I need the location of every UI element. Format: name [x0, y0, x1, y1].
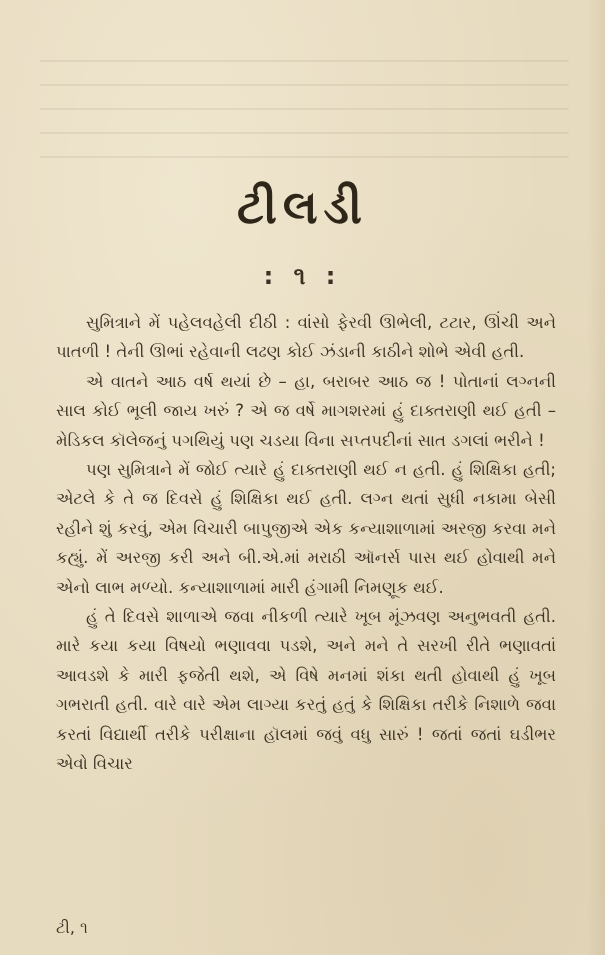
printer-signature-mark: ટી, ૧	[56, 918, 88, 937]
page-edge-shadow	[587, 0, 605, 955]
paragraph: હું તે દિવસે શાળાએ જવા નીકળી ત્યારે ખૂબ મૂંઝવણ અનુભવતી હતી. મારે કયા કયા વિષયો ભણાવવા પડશે, અને મને તે સરખી રીતે ભણાવતાં આવડશે કે મારી ફજેતી થશે, એ વિષે મનમાં શંકા થતી હોવાથી હું ખૂબ ગભરાતી હતી. વારે વારે એમ લાગ્યા કરતું હતું કે શિક્ષિકા તરીકે નિશાળે જવા કરતાં વિદ્યાર્થી તરીકે પરીક્ષાના હૉલમાં જવું વધુ સારું ! જતાં જતાં ઘડીભર એવો વિચાર	[56, 607, 556, 774]
chapter-body	[56, 308, 556, 779]
show-through-text	[40, 60, 569, 200]
paragraph: એ વાતને આઠ વર્ષ થયાં છે – હા, બરાબર આઠ જ ! પોતાનાં લગ્નની સાલ કોઈ ભૂલી જાય ખરું ? એ જ વર્ષે માગશરમાં હું દાક્તરાણી થઈ હતી – મેડિકલ કૉલેજનું પગથિયું પણ ચડયા વિના સપ્તપદીનાં સાત ડગલાં ભરીને !	[56, 371, 556, 450]
paragraph: પણ સુમિત્રાને મેં જોઈ ત્યારે હું દાક્તરાણી થઈ ન હતી. હું શિક્ષિકા હતી; એટલે કે તે જ દિવસે હું શિક્ષિકા થઈ હતી. લગ્ન થતાં સુધી નકામા બેસી રહીને શું કરવું, એમ વિચારી બાપુજીએ એક કન્યાશાળામાં અરજી કરવા મને કહ્યું. મેં અરજી કરી અને બી.એ.માં મરાઠી ઑનર્સ પાસ થઈ હોવાથી મને એનો લાભ મળ્યો. કન્યાશાળામાં મારી હંગામી નિમણૂક થઈ.	[56, 460, 556, 597]
paragraph: સુમિત્રાને મેં પહેલવહેલી દીઠી : વાંસો ફેરવી ઊભેલી, ટટાર, ઊંચી અને પાતળી ! તેની ઊભાં રહેવાની લઢણ કોઈ ઝંડાની કાઠીને શોભે એવી હતી.	[56, 313, 556, 362]
chapter-number: : ૧ :	[263, 262, 342, 290]
chapter-title: ટીલડી	[236, 180, 369, 234]
